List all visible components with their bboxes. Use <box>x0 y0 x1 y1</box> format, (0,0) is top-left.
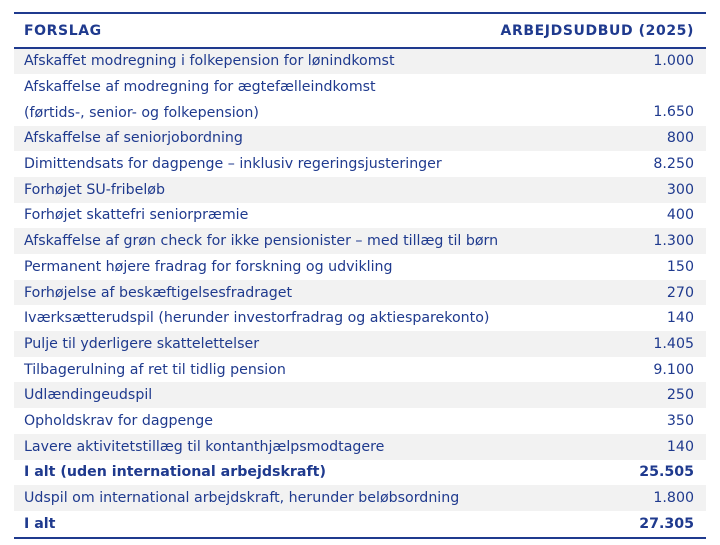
row-value: 140 <box>666 310 694 327</box>
row-value: 250 <box>666 387 694 404</box>
row-value: 140 <box>666 438 694 455</box>
table-row <box>14 305 706 331</box>
table-row <box>14 203 706 229</box>
row-label: Forhøjelse af beskæftigelsesfradraget <box>24 284 293 301</box>
table-row <box>14 382 706 408</box>
total-label: I alt <box>24 515 56 532</box>
row-label-line2: (førtids-, senior- og folkepension) <box>24 104 259 121</box>
row-value: 8.250 <box>653 156 694 173</box>
table-row <box>14 177 706 203</box>
row-label: Tilbagerulning af ret til tidlig pension <box>24 361 286 378</box>
row-value: 350 <box>666 412 694 429</box>
table-row <box>14 357 706 383</box>
row-value: 150 <box>666 258 694 275</box>
row-value: 270 <box>666 284 694 301</box>
row-value: 800 <box>666 130 694 147</box>
header-proposal: FORSLAG <box>24 22 102 39</box>
table-row <box>14 151 706 177</box>
table-row <box>14 228 706 254</box>
row-label: Udspil om international arbejdskraft, herunder beløbsordning <box>24 490 460 507</box>
subtotal-row <box>14 460 706 486</box>
table-row <box>14 485 706 511</box>
table-row <box>14 434 706 460</box>
row-label: Iværksætterudspil (herunder investorfradrag og aktiesparekonto) <box>24 310 490 327</box>
row-label: Pulje til yderligere skattelettelser <box>24 335 260 352</box>
total-row <box>14 511 706 537</box>
row-label: Lavere aktivitetstillæg til kontanthjælpsmodtagere <box>24 438 385 455</box>
subtotal-label: I alt (uden international arbejdskraft) <box>24 464 326 481</box>
row-label: Forhøjet skattefri seniorpræmie <box>24 207 249 224</box>
row-label: Afskaffet modregning i folkepension for lønindkomst <box>24 53 395 70</box>
proposal-table <box>14 12 706 539</box>
table-row <box>14 126 706 152</box>
bottom-rule <box>14 537 706 539</box>
row-label: Afskaffelse af seniorjobordning <box>24 130 243 147</box>
table-header <box>14 14 706 47</box>
row-value: 300 <box>666 181 694 198</box>
subtotal-value: 25.505 <box>639 464 694 481</box>
row-label: Forhøjet SU-fribeløb <box>24 181 165 198</box>
row-value: 9.100 <box>653 361 694 378</box>
row-label: Permanent højere fradrag for forskning og udvikling <box>24 258 393 275</box>
table-row <box>14 74 706 125</box>
row-value: 1.300 <box>653 233 694 250</box>
row-label <box>24 74 376 125</box>
row-label: Dimittendsats for dagpenge – inklusiv regeringsjusteringer <box>24 156 442 173</box>
row-label: Opholdskrav for dagpenge <box>24 412 214 429</box>
table-row <box>14 254 706 280</box>
table-row <box>14 280 706 306</box>
table-row <box>14 331 706 357</box>
table-row <box>14 408 706 434</box>
row-value: 1.405 <box>653 335 694 352</box>
row-value: 1.000 <box>653 53 694 70</box>
row-label-line1: Afskaffelse af modregning for ægtefælleindkomst <box>24 79 376 96</box>
total-value: 27.305 <box>639 515 694 532</box>
row-value: 1.650 <box>653 103 694 120</box>
row-label: Afskaffelse af grøn check for ikke pensionister – med tillæg til børn <box>24 233 499 250</box>
table-row <box>14 49 706 75</box>
row-value: 1.800 <box>653 490 694 507</box>
row-label: Udlændingeudspil <box>24 387 153 404</box>
header-labour-supply: ARBEJDSUDBUD (2025) <box>500 22 694 39</box>
row-value: 400 <box>666 207 694 224</box>
